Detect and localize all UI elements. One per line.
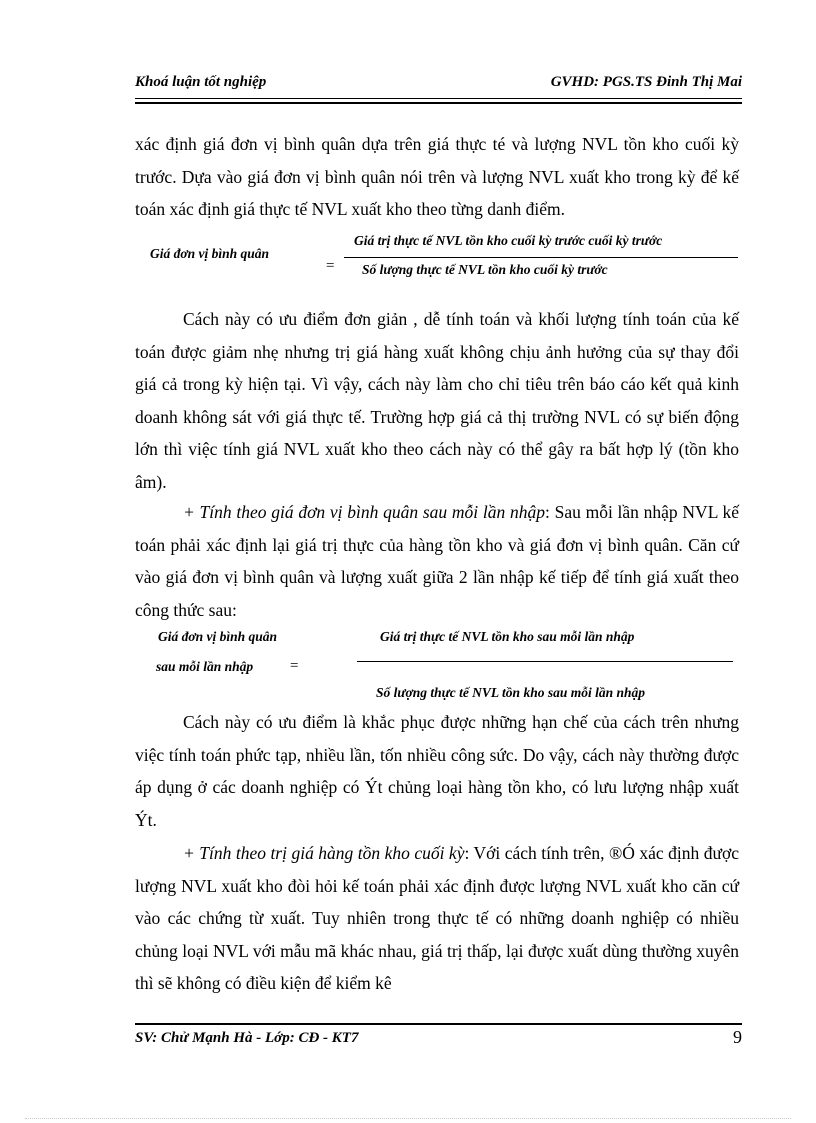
- page-footer: [135, 1027, 742, 1047]
- page-bottom-edge: [25, 1118, 791, 1119]
- header-rule: [135, 98, 742, 104]
- formula2-numerator: Giá trị thực tế NVL tồn kho sau mỗi lần nhập: [380, 629, 635, 644]
- paragraph-5: [135, 837, 739, 1000]
- paragraph-3-text: : Sau mỗi lần nhập NVL kế toán phải xác định lại giá trị thực của hàng tồn kho và giá đơn vị bình quân. Căn cứ vào giá đơn vị bình quân và lượng xuất giữa 2 lần nhập kế tiếp để tính giá xuất theo công thức sau:: [135, 502, 739, 620]
- paragraph-1: xác định giá đơn vị bình quân dựa trên giá thực té và lượng NVL tồn kho cuối kỳ trước. Dựa vào giá đơn vị bình quân nói trên và lượng NVL xuất kho trong kỳ để kế toán xác định giá thực tế NVL xuất kho theo từng danh điểm.: [135, 134, 739, 219]
- paragraph-5-title: + Tính theo trị giá hàng tồn kho cuối kỳ: [183, 843, 465, 863]
- paragraph-4: [135, 706, 739, 836]
- header-thesis-title: Khoá luận tốt nghiệp: [135, 74, 267, 90]
- paragraph-4-text: Cách này có ưu điểm là khắc phục được những hạn chế của cách trên nhưng việc tính toán phức tạp, nhiều lần, tốn nhiều công sức. Do vậy, cách này thường được áp dụng ở các doanh nghiệp có Ýt chủng loại hàng tồn kho, có lưu lượng nhập xuất Ýt.: [135, 712, 739, 830]
- formula2-equals: =: [290, 658, 299, 674]
- formula2-label-line1: Giá đơn vị bình quân: [158, 629, 278, 644]
- paragraph-5-text: : Với cách tính trên, ®Ó xác định được lượng NVL xuất kho đòi hỏi kế toán phải xác định được lượng NVL xuất kho căn cứ vào các chứng từ xuất. Tuy nhiên trong thực tế có những doanh nghiệp có nhiều chủng loại NVL với mẫu mã khác nhau, giá trị thấp, lại được xuất dùng thường xuyên thì sẽ không có điều kiện để kiểm kê: [135, 843, 739, 993]
- page-header: [135, 74, 742, 91]
- page-number: 9: [733, 1027, 742, 1047]
- formula1-fraction-bar: [344, 257, 738, 258]
- paragraph-3-title: + Tính theo giá đơn vị bình quân sau mỗi lần nhập: [183, 502, 545, 522]
- paragraph-2-text: Cách này có ưu điểm đơn giản , dễ tính toán và khối lượng tính toán của kế toán được giảm nhẹ nhưng trị giá hàng xuất không chịu ảnh hưởng của sự thay đổi giá cả trong kỳ hiện tại. Vì vậy, cách này làm cho chỉ tiêu trên báo cáo kết quả kinh doanh không sát với giá thực tế. Trường hợp giá cả thị trường NVL có sự biến động lớn thì việc tính giá NVL xuất kho theo cách này có thể gây ra bất hợp lý (tồn kho âm).: [135, 309, 739, 492]
- footer-student: SV: Chử Mạnh Hà - Lớp: CĐ - KT7: [135, 1030, 359, 1046]
- formula1-numerator: Giá trị thực tế NVL tồn kho cuối kỳ trước cuối kỳ trước: [354, 233, 663, 248]
- formula2-denominator: Số lượng thực tế NVL tồn kho sau mỗi lần nhập: [376, 685, 645, 700]
- formula2-fraction-bar: [357, 661, 733, 662]
- formula2-label-line2: sau mỗi lần nhập: [156, 659, 254, 674]
- formula1-equals: =: [326, 258, 335, 274]
- paragraph-2: [135, 303, 739, 498]
- footer-rule: [135, 1023, 742, 1025]
- header-supervisor: GVHD: PGS.TS Đinh Thị Mai: [550, 74, 742, 90]
- paragraph-3: [135, 496, 739, 626]
- formula1-denominator: Số lượng thực tế NVL tồn kho cuối kỳ trước: [362, 262, 608, 277]
- formula1-label: Giá đơn vị bình quân: [150, 246, 270, 261]
